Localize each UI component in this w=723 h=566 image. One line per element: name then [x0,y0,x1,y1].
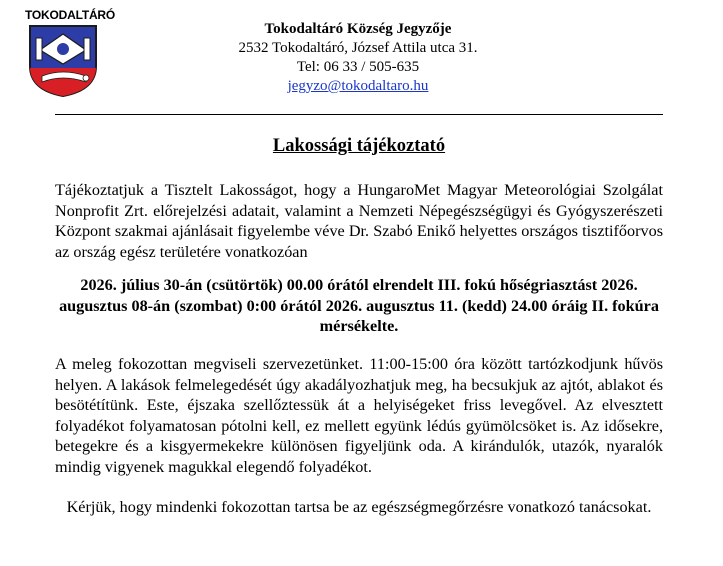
intro-paragraph: Tájékoztatjuk a Tisztelt Lakosságot, hogy a HungaroMet Magyar Meteorológiai Szolgálat Nonprofit Zrt. előrejelzési adatait, valamint a Nemzeti Népegészségügyi és Gyógyszerészeti Központ szakmai ajánlásait figyelembe véve Dr. Szabó Enikő helyettes országos tisztifőorvos az ország egész területére vonatkozóan [55,181,663,261]
letterhead [220,20,496,96]
announcement-paragraph: 2026. július 30-án (csütörtök) 00.00 órától elrendelt III. fokú hőségriasztást 2026. augusztus 08-án (szombat) 0:00 órától 2026. augusztus 11. (kedd) 24.00 óráig II. fokúra mérsékelte. [59,276,659,335]
shield-icon [28,24,98,98]
phone: Tel: 06 33 / 505-635 [296,59,420,75]
coat-of-arms [22,8,116,100]
crest-title: TOKODALTÁRÓ [25,8,116,22]
closing-paragraph: Kérjük, hogy mindenki fokozottan tartsa be az egészségmegőrzésre vonatkozó tanácsokat. [66,498,652,516]
document-title: Lakossági tájékoztató [272,136,446,156]
address: 2532 Tokodaltáró, József Attila utca 31. [238,40,478,56]
advice-paragraph: A meleg fokozottan megviseli szervezetünket. 11:00-15:00 óra között tartózkodjunk hűvös helyen. A lakások felmelegedését úgy akadályozhatjuk meg, ha becsukjuk az ajtót, ablakot és besötétítünk. Este, éjszaka szellőztessük át a helyiségeket friss levegővel. Az elvesztett folyadékot folyamatosan pótolni kell, ez mellett együnk lédús gyümölcsöket is. Az idősekre, betegekre és a kisgyermekekre különösen figyeljünk oda. A kirándulók, utazók, nyaralók mindig vigyenek magukkal elegendő folyadékot. [55,355,663,476]
email-link[interactable]: jegyzo@tokodaltaro.hu [287,78,429,94]
header-divider [55,114,663,115]
organization-name: Tokodaltáró Község Jegyzője [264,21,452,37]
